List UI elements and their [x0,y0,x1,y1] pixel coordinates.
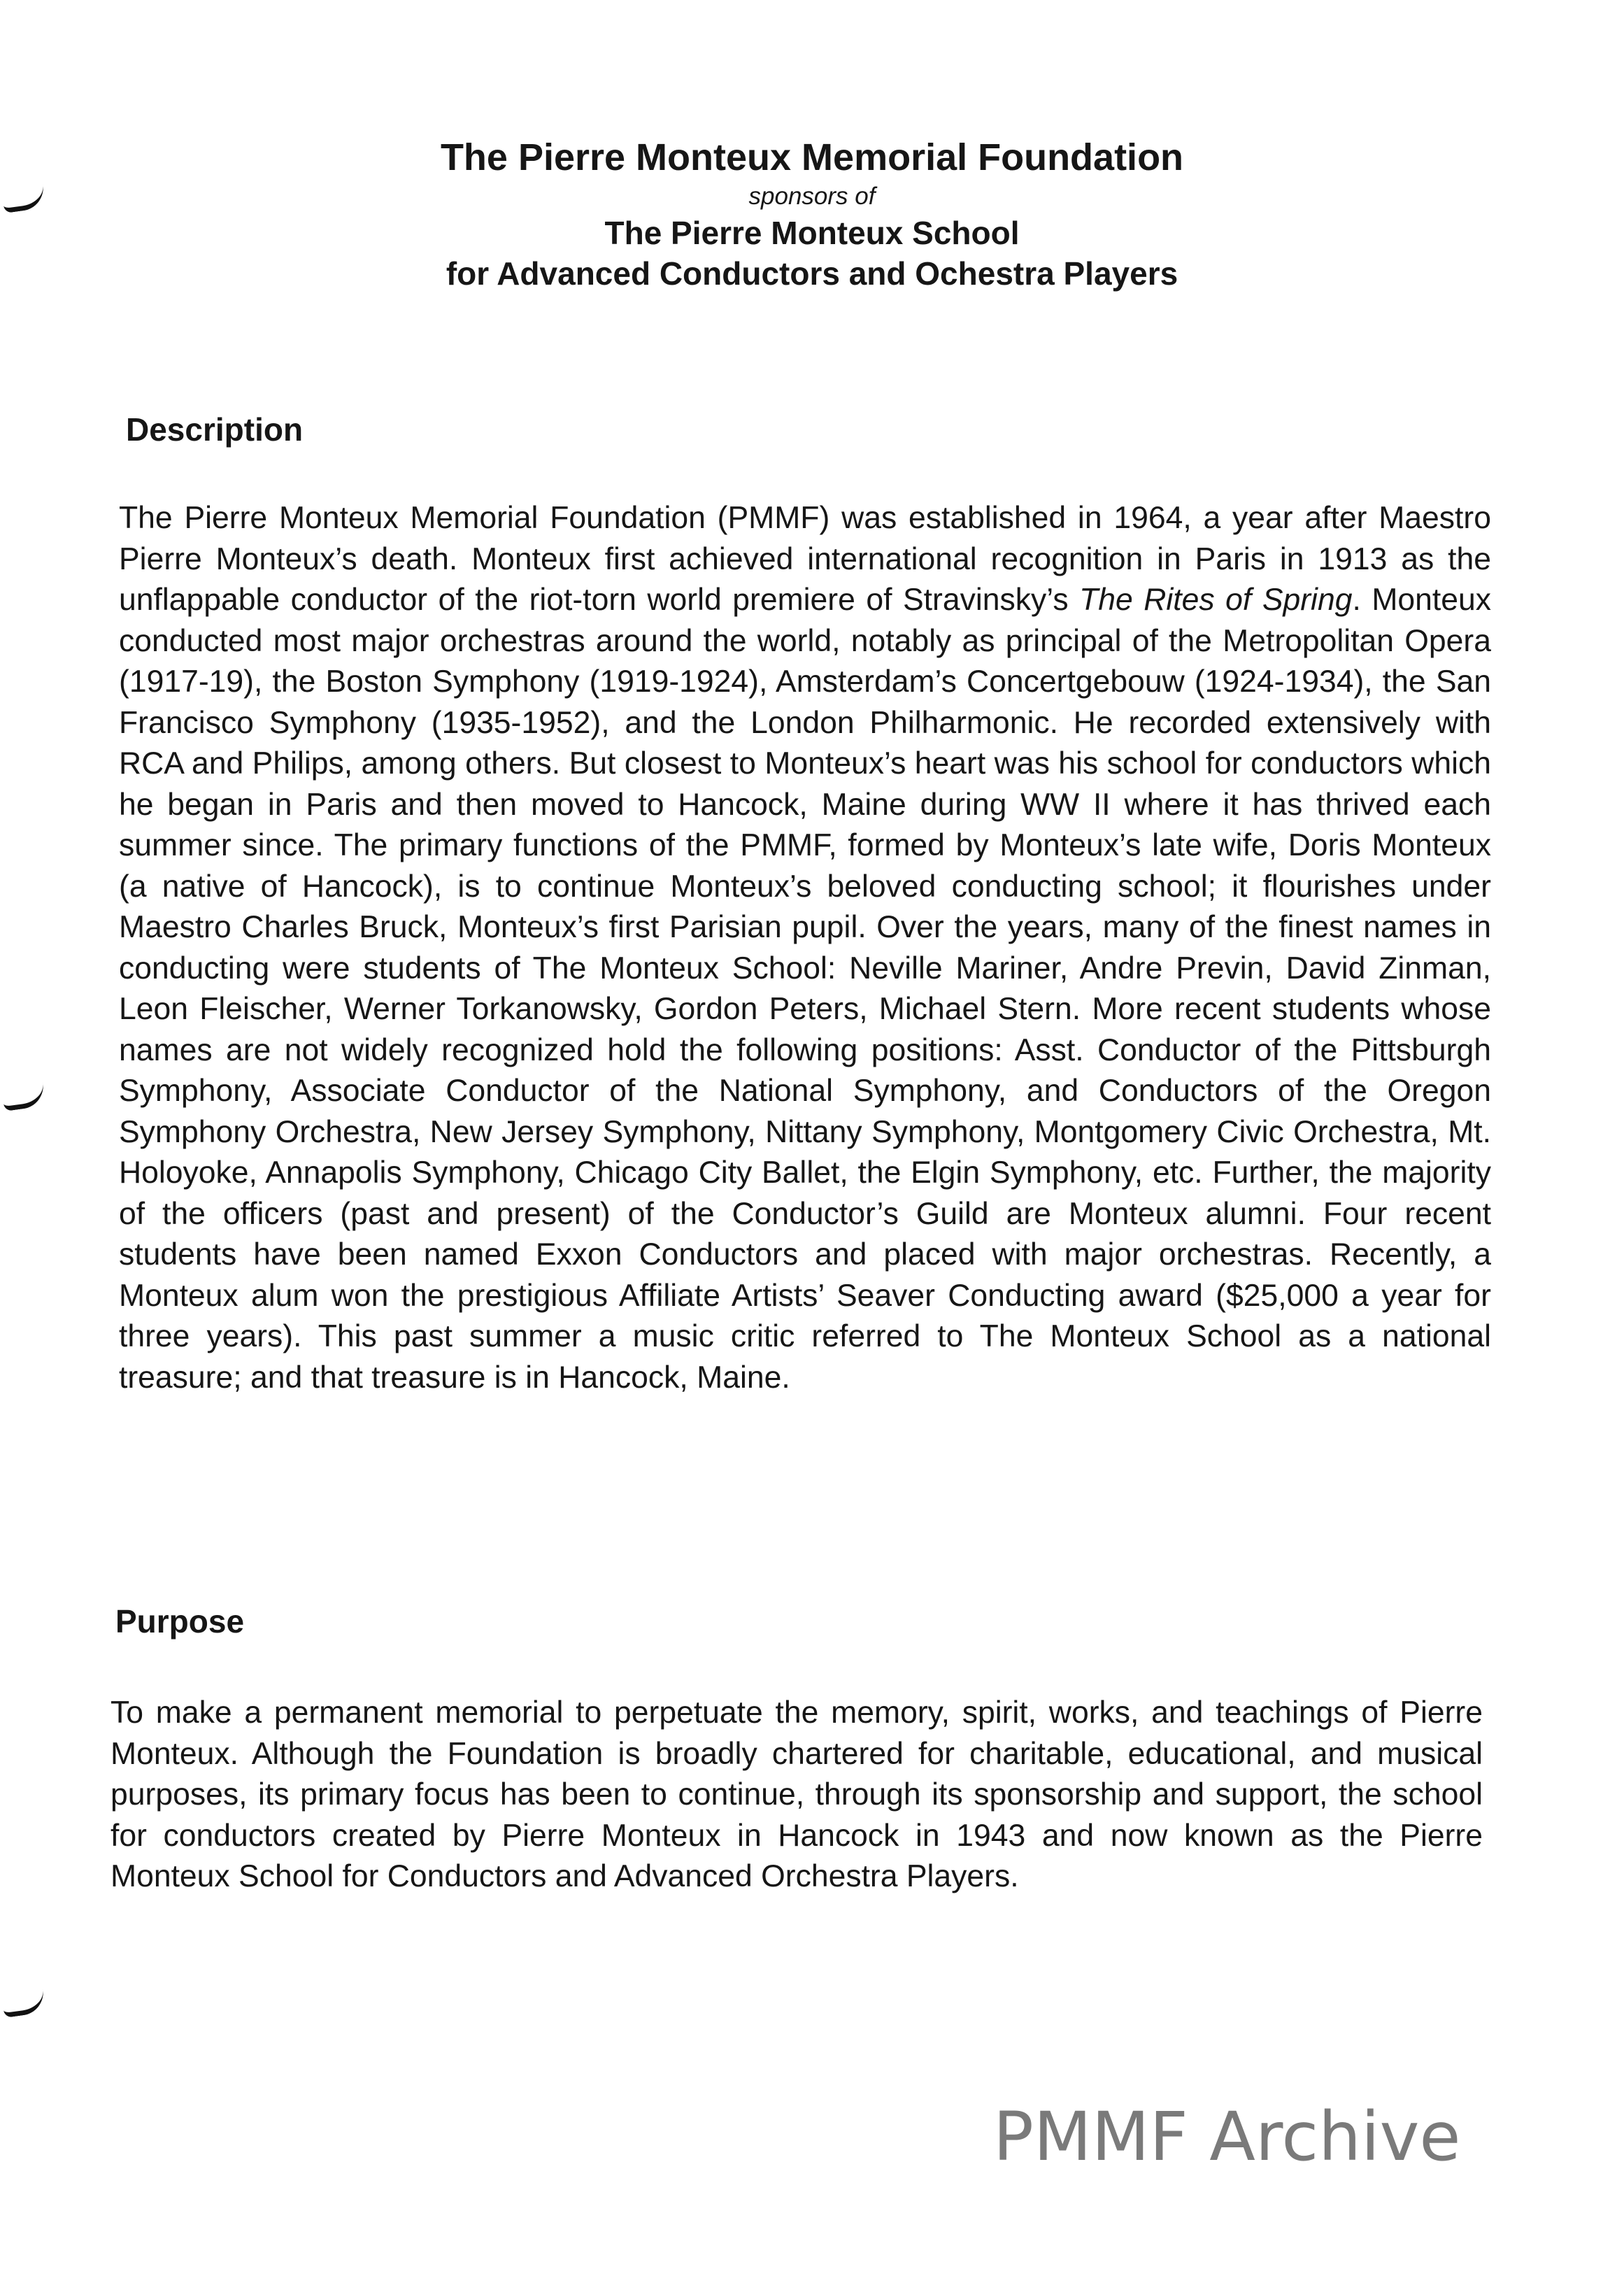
description-text-part2: . Monteux conducted most major orchestras around the world, notably as principal of the Metropolitan Opera (1917-19), the Boston Symphony (1919-1924), Amsterdam’s Concertgebouw (1924-1934), the San Francisco Symphony (1935-1952), and the London Philharmonic. He recorded extensively with RCA and Philips, among others. But closest to Monteux’s heart was his school for conductors which he began in Paris and then moved to Hancock, Maine during WW II where it has thrived each summer since. The primary functions of the PMMF, formed by Monteux’s late wife, Doris Monteux (a native of Hancock), is to continue Monteux’s beloved conducting school; it flourishes under Maestro Charles Bruck, Monteux’s first Parisian pupil. Over the years, many of the finest names in conducting were students of The Monteux School: Neville Mariner, Andre Previn, David Zinman, Leon Fleischer, Werner Torkanowsky, Gordon Peters, Michael Stern. More recent students whose names are not widely recognized hold the following positions: Asst. Conductor of the Pittsburgh Symphony, Associate Conductor of the National Symphony, and Conductors of the Oregon Symphony Orchestra, New Jersey Symphony, Nittany Symphony, Montgomery Civic Orchestra, Mt. Holoyoke, Annapolis Symphony, Chicago City Ballet, the Elgin Symphony, etc. Further, the majority of the officers (past and present) of the Conductor’s Guild are Monteux alumni. Four recent students have been named Exxon Conductors and placed with major orchestras. Recently, a Monteux alum won the prestigious Affiliate Artists’ Seaver Conducting award ($25,000 a year for three years). This past summer a music critic referred to The Monteux School as a national treasure; and that treasure is in Hancock, Maine. [119,583,1492,1395]
binder-punch-mark [1,1989,46,2018]
description-text-italic: The Rites of Spring [1079,583,1353,617]
purpose-paragraph: To make a permanent memorial to perpetuate the memory, spirit, works, and teachings of Pierre Monteux. Although the Foundation is broadly chartered for charitable, educational, and musical purposes, its primary focus has been to continue, through its sponsorship and support, the school for conductors created by Pierre Monteux in Hancock in 1943 and now known as the Pierre Monteux School for Conductors and Advanced Orchestra Players. [111,1695,1483,1893]
description-paragraph [119,498,1491,1398]
document-header [0,134,1624,294]
description-text-part1: The Pierre Monteux Memorial Foundation (PMMF) was established in 1964, a year after Maestro Pierre Monteux’s death. Monteux first achieved international recognition in Paris in 1913 as the unflappable conductor of the riot-torn world premiere of Stravinsky’s [119,501,1491,617]
archive-watermark: PMMF Archive [993,2098,1461,2176]
description-heading: Description [126,411,304,448]
foundation-title: The Pierre Monteux Memorial Foundation [440,136,1184,178]
binder-punch-mark [1,1083,46,1111]
school-name: The Pierre Monteux School [604,215,1020,251]
sponsors-subtitle: sponsors of [748,183,876,210]
purpose-heading: Purpose [115,1603,245,1640]
school-subtitle: for Advanced Conductors and Ochestra Players [446,255,1178,292]
